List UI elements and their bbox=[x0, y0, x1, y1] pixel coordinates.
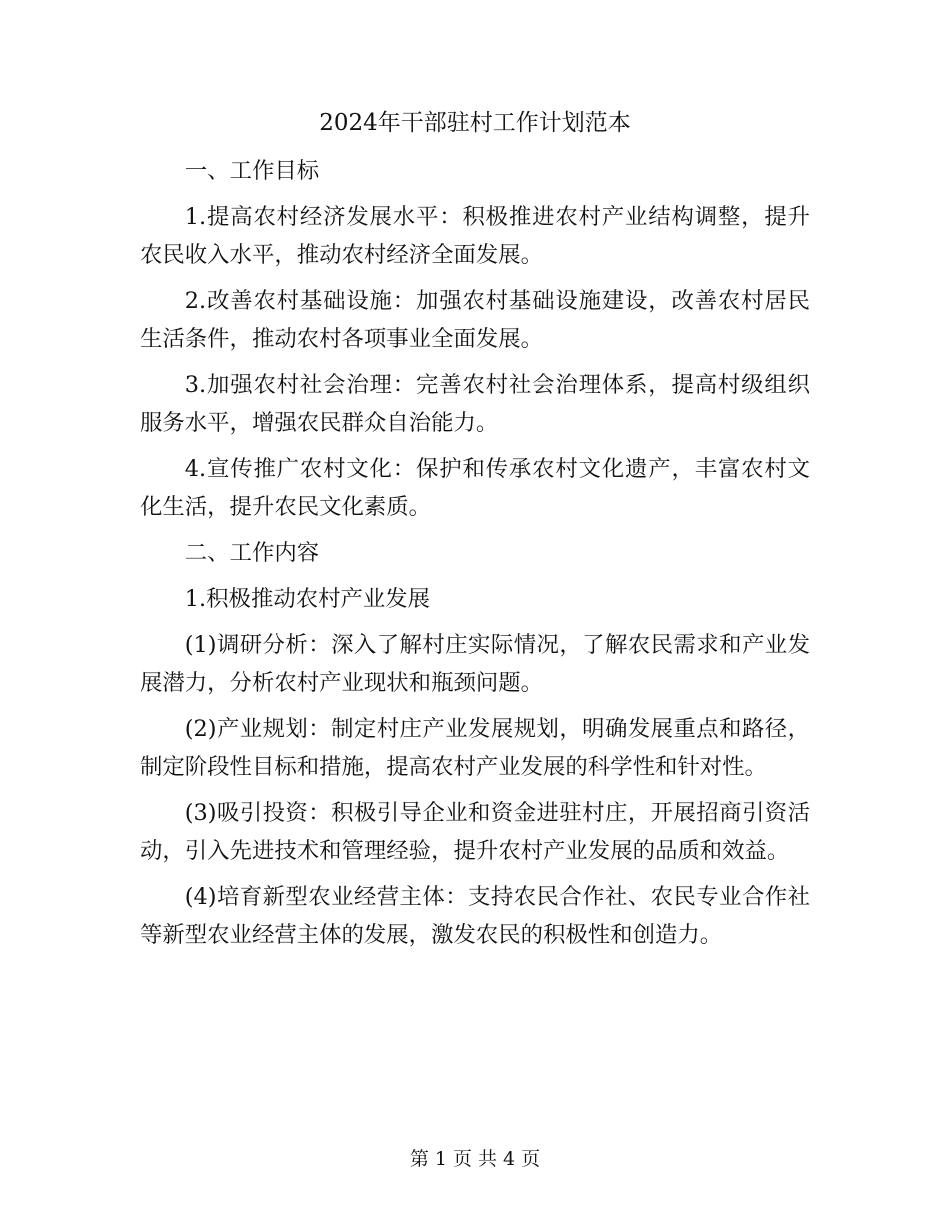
content-item: (3)吸引投资：积极引导企业和资金进驻村庄，开展招商引资活动，引入先进技术和管理经验，提升农村产业发展的品质和效益。 bbox=[140, 800, 810, 864]
content-item: (4)培育新型农业经营主体：支持农民合作社、农民专业合作社等新型农业经营主体的发展，激发农民的积极性和创造力。 bbox=[140, 884, 810, 948]
document-body bbox=[140, 152, 810, 962]
section-heading-content: 二、工作内容 bbox=[184, 540, 320, 566]
section-heading-goals: 一、工作目标 bbox=[184, 158, 320, 184]
goal-item: 3.加强农村社会治理：完善农村社会治理体系，提高村级组织服务水平，增强农民群众自治能力。 bbox=[140, 372, 810, 436]
goal-item: 1.提高农村经济发展水平：积极推进农村产业结构调整，提升农民收入水平，推动农村经济全面发展。 bbox=[140, 204, 810, 268]
goal-item: 4.宣传推广农村文化：保护和传承农村文化遗产，丰富农村文化生活，提升农民文化素质。 bbox=[140, 456, 810, 520]
content-item: (2)产业规划：制定村庄产业发展规划，明确发展重点和路径，制定阶段性目标和措施，提高农村产业发展的科学性和针对性。 bbox=[140, 716, 810, 780]
content-item: (1)调研分析：深入了解村庄实际情况，了解农民需求和产业发展潜力，分析农村产业现状和瓶颈问题。 bbox=[140, 632, 810, 696]
document-title: 2024年干部驻村工作计划范本 bbox=[319, 110, 631, 136]
subsection-heading: 1.积极推动农村产业发展 bbox=[184, 586, 431, 612]
goal-item: 2.改善农村基础设施：加强农村基础设施建设，改善农村居民生活条件，推动农村各项事业全面发展。 bbox=[140, 288, 810, 352]
page-number-footer: 第 1 页 共 4 页 bbox=[409, 1148, 541, 1170]
